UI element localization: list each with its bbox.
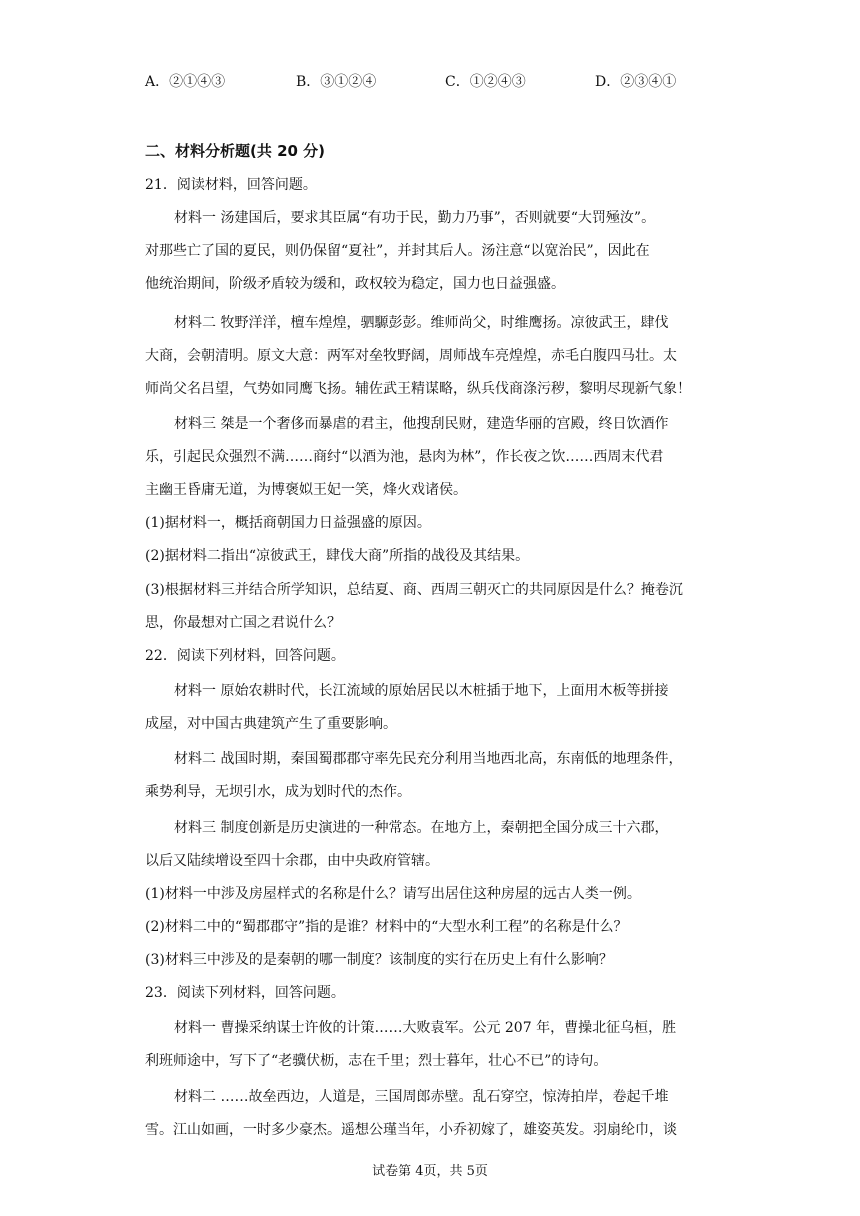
- text-line: 以后又陆续增设至四十余郡，由中央政府管辖。: [145, 853, 439, 869]
- text-line: 对那些亡了国的夏民，则仍保留“夏社”，并封其后人。汤注意“以宽治民”，因此在: [145, 243, 650, 259]
- sub-question: (1)据材料一，概括商朝国力日益强盛的原因。: [145, 515, 431, 531]
- question-22-stem: 22．阅读下列材料，回答问题。: [145, 648, 345, 664]
- text-line: 材料三 桀是一个奢侈而暴虐的君主，他搜刮民财，建造华丽的宫殿，终日饮酒作: [174, 416, 669, 432]
- option-c: C．①②④③: [445, 74, 526, 90]
- question-23-stem: 23．阅读下列材料，回答问题。: [145, 985, 345, 1001]
- text-line: 成屋，对中国古典建筑产生了重要影响。: [145, 716, 397, 732]
- sub-question: (3)材料三中涉及的是秦朝的哪一制度？该制度的实行在历史上有什么影响？: [145, 952, 613, 968]
- text-line: 材料一 原始农耕时代，长江流域的原始居民以木桩插于地下，上面用木板等拼接: [174, 683, 669, 699]
- text-line: 思，你最想对亡国之君说什么？: [145, 615, 341, 631]
- text-line: 利班师途中，写下了“老骥伏枥，志在千里；烈士暮年，壮心不已”的诗句。: [145, 1053, 608, 1069]
- text-line: 大商，会朝清明。原文大意：两军对垒牧野阔，周师战车亮煌煌，赤毛白腹四马壮。太: [145, 348, 677, 364]
- answer-options: [0, 72, 860, 92]
- text-line: 主幽王昏庸无道，为博褒姒王妃一笑，烽火戏诸侯。: [145, 482, 467, 498]
- text-line: 材料三 制度创新是历史演进的一种常态。在地方上，秦朝把全国分成三十六郡，: [174, 820, 669, 836]
- sub-question: (2)材料二中的“蜀郡郡守”指的是谁？材料中的“大型水利工程”的名称是什么？: [145, 919, 628, 935]
- text-line: 材料二 战国时期，秦国蜀郡郡守率先民充分利用当地西北高，东南低的地理条件，: [174, 751, 683, 767]
- text-line: 材料二 牧野洋洋，檀车煌煌，驷騵彭彭。维师尚父，时维鹰扬。凉彼武王，肆伐: [174, 315, 669, 331]
- option-d: D．②③④①: [595, 74, 677, 90]
- option-a: A．②①④③: [145, 74, 226, 90]
- page-footer: 试卷第 4页，共 5页: [372, 1164, 488, 1179]
- text-line: 乐，引起民众强烈不满……商纣“以酒为池，悬肉为林”，作长夜之饮……西周末代君: [145, 449, 664, 465]
- question-21-stem: 21．阅读材料，回答问题。: [145, 177, 317, 193]
- text-line: 材料一 汤建国后，要求其臣属“有功于民，勤力乃事”，否则就要“大罚殛汝”。: [174, 210, 656, 226]
- text-line: 材料二 ……故垒西边，人道是，三国周郎赤壁。乱石穿空，惊涛拍岸，卷起千堆: [174, 1089, 669, 1105]
- text-line: 雪。江山如画，一时多少豪杰。遥想公瑾当年，小乔初嫁了，雄姿英发。羽扇纶巾，谈: [145, 1122, 677, 1138]
- option-b: B．③①②④: [296, 74, 377, 90]
- sub-question: (1)材料一中涉及房屋样式的名称是什么？请写出居住这种房屋的远古人类一例。: [145, 886, 641, 902]
- sub-question: (2)据材料二指出“凉彼武王，肆伐大商”所指的战役及其结果。: [145, 548, 530, 564]
- text-line: 他统治期间，阶级矛盾较为缓和，政权较为稳定，国力也日益强盛。: [145, 276, 565, 292]
- text-line: 师尚父名吕望，气势如同鹰飞扬。辅佐武王精谋略，纵兵伐商涤污秽，黎明尽现新气象！: [145, 381, 691, 397]
- text-line: 材料一 曹操采纳谋士许攸的计策……大败袁军。公元 207 年，曹操北征乌桓，胜: [174, 1020, 677, 1036]
- text-line: 乘势利导，无坝引水，成为划时代的杰作。: [145, 784, 411, 800]
- sub-question: (3)根据材料三并结合所学知识，总结夏、商、西周三朝灭亡的共同原因是什么？掩卷沉: [145, 582, 683, 598]
- section-title: 二、材料分析题(共 20 分): [145, 142, 326, 160]
